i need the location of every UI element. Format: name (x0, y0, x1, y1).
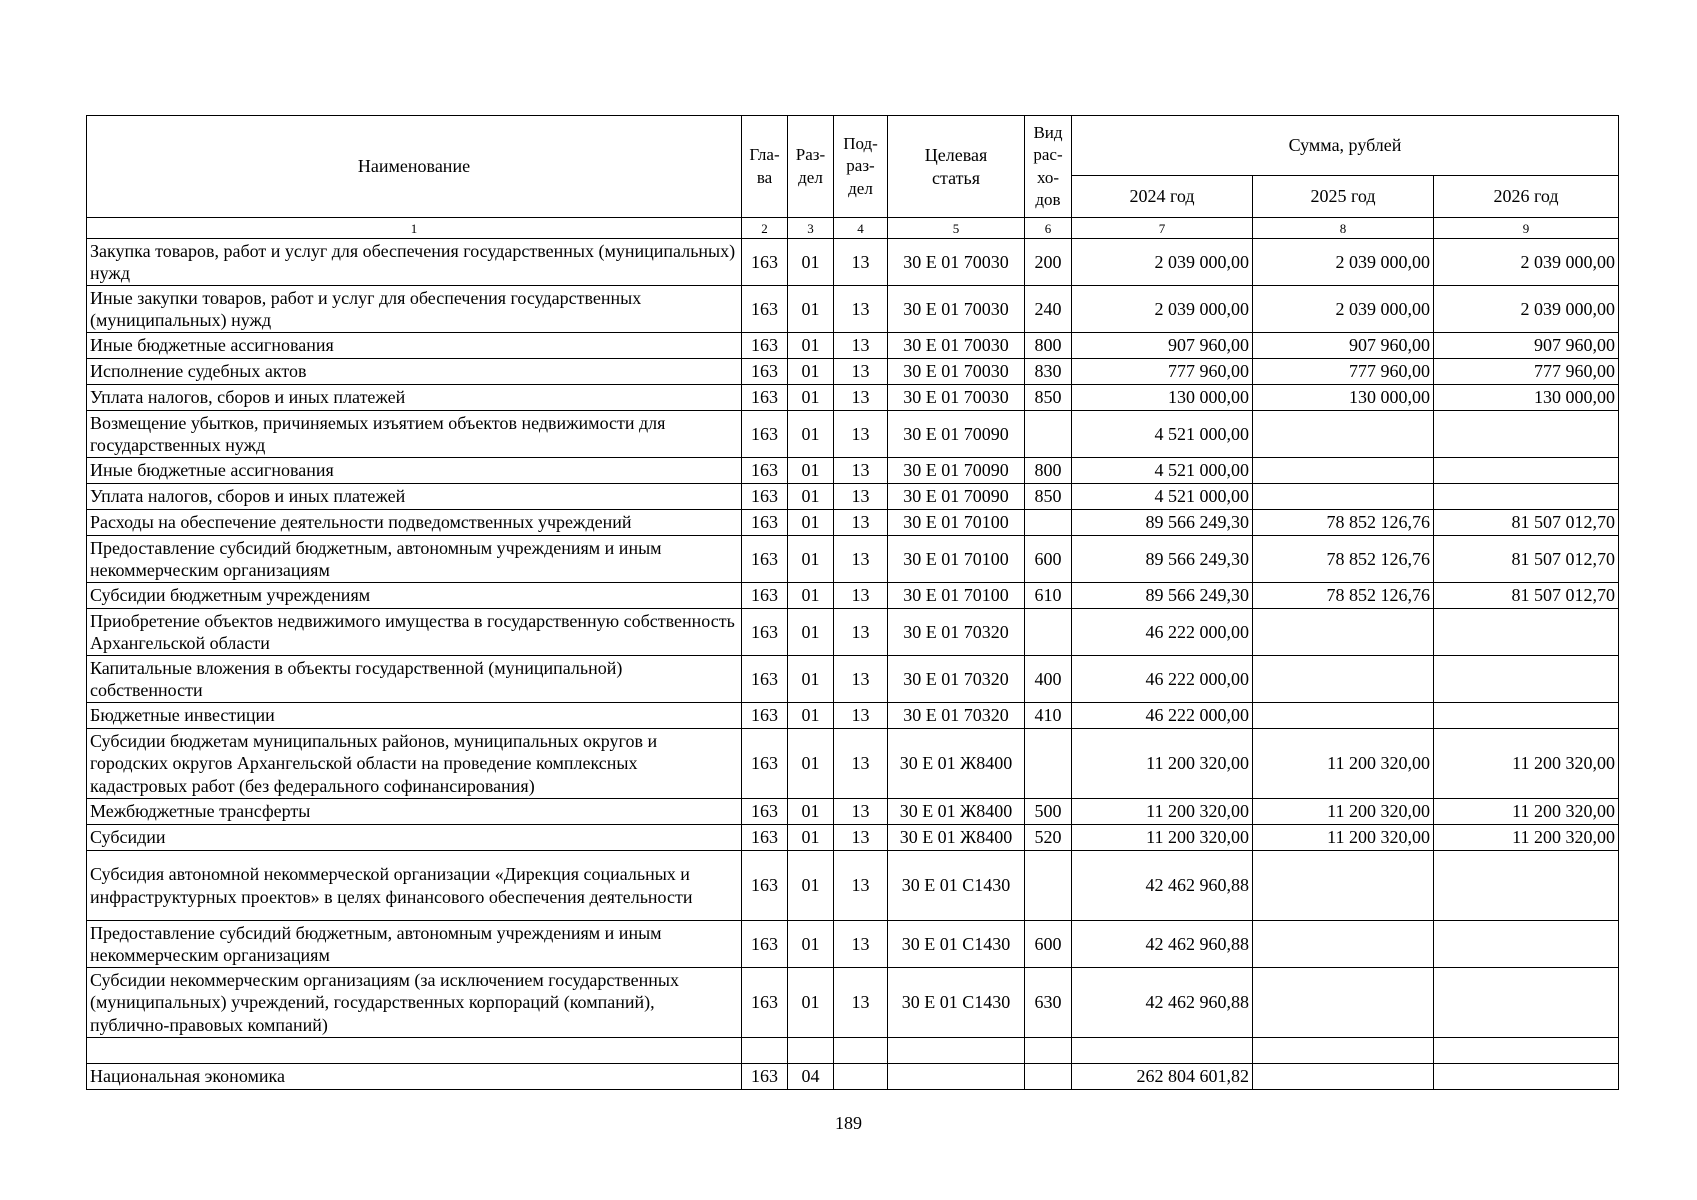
row-sum-2025: 11 200 320,00 (1253, 729, 1434, 799)
column-number: 7 (1072, 218, 1253, 239)
row-sum-2024 (1072, 1038, 1253, 1064)
row-target: 30 Е 01 Ж8400 (888, 825, 1025, 851)
row-podrazdel: 13 (834, 703, 888, 729)
row-sum-2026: 130 000,00 (1434, 385, 1619, 411)
row-podrazdel: 13 (834, 385, 888, 411)
table-row (87, 385, 1619, 411)
row-podrazdel: 13 (834, 484, 888, 510)
row-sum-2026: 2 039 000,00 (1434, 239, 1619, 286)
row-name: Уплата налогов, сборов и иных платежей (87, 484, 742, 510)
row-target (888, 1038, 1025, 1064)
row-podrazdel: 13 (834, 799, 888, 825)
row-glava: 163 (742, 484, 788, 510)
row-vid: 830 (1025, 359, 1072, 385)
row-sum-2024: 42 462 960,88 (1072, 851, 1253, 921)
row-podrazdel (834, 1038, 888, 1064)
table-row (87, 1064, 1619, 1090)
row-vid (1025, 1038, 1072, 1064)
column-number: 5 (888, 218, 1025, 239)
row-glava: 163 (742, 921, 788, 968)
row-sum-2026: 907 960,00 (1434, 333, 1619, 359)
row-sum-2025: 11 200 320,00 (1253, 825, 1434, 851)
row-razdel: 01 (788, 484, 834, 510)
row-razdel: 01 (788, 968, 834, 1038)
row-name: Иные закупки товаров, работ и услуг для обеспечения государственных (муниципальных) нужд (87, 286, 742, 333)
row-sum-2025: 78 852 126,76 (1253, 536, 1434, 583)
row-sum-2025 (1253, 1038, 1434, 1064)
row-target: 30 Е 01 70090 (888, 411, 1025, 458)
row-target: 30 Е 01 С1430 (888, 968, 1025, 1038)
header-year-2025: 2025 год (1253, 176, 1434, 218)
row-razdel: 01 (788, 510, 834, 536)
row-podrazdel: 13 (834, 968, 888, 1038)
row-name: Субсидии (87, 825, 742, 851)
row-glava: 163 (742, 729, 788, 799)
column-number: 3 (788, 218, 834, 239)
table-header (87, 116, 1619, 239)
row-sum-2026 (1434, 458, 1619, 484)
table-row (87, 286, 1619, 333)
row-name: Субсидия автономной некоммерческой организации «Дирекция социальных и инфраструктурных проектов» в целях финансового обеспечения деятельности (87, 851, 742, 921)
table-row (87, 825, 1619, 851)
row-target (888, 1064, 1025, 1090)
row-target: 30 Е 01 70090 (888, 484, 1025, 510)
row-glava: 163 (742, 1064, 788, 1090)
row-glava: 163 (742, 385, 788, 411)
table-row (87, 799, 1619, 825)
table-row (87, 458, 1619, 484)
row-name: Капитальные вложения в объекты государственной (муниципальной) собственности (87, 656, 742, 703)
row-sum-2026 (1434, 921, 1619, 968)
row-sum-2026 (1434, 1064, 1619, 1090)
row-sum-2026 (1434, 703, 1619, 729)
row-razdel: 01 (788, 583, 834, 609)
row-podrazdel: 13 (834, 921, 888, 968)
row-glava: 163 (742, 286, 788, 333)
row-name: Предоставление субсидий бюджетным, автономным учреждениям и иным некоммерческим организациям (87, 536, 742, 583)
row-target: 30 Е 01 70320 (888, 609, 1025, 656)
column-numbers-row (87, 218, 1619, 239)
row-target: 30 Е 01 70030 (888, 239, 1025, 286)
row-podrazdel (834, 1064, 888, 1090)
row-vid: 200 (1025, 239, 1072, 286)
row-target: 30 Е 01 70030 (888, 286, 1025, 333)
row-glava: 163 (742, 968, 788, 1038)
header-glava: Гла- ва (742, 116, 788, 218)
row-podrazdel: 13 (834, 583, 888, 609)
row-razdel: 01 (788, 385, 834, 411)
row-sum-2025 (1253, 656, 1434, 703)
row-razdel: 01 (788, 729, 834, 799)
row-sum-2025: 11 200 320,00 (1253, 799, 1434, 825)
row-glava: 163 (742, 239, 788, 286)
header-year-2026: 2026 год (1434, 176, 1619, 218)
header-year-2024: 2024 год (1072, 176, 1253, 218)
row-target: 30 Е 01 70030 (888, 359, 1025, 385)
row-target: 30 Е 01 С1430 (888, 921, 1025, 968)
row-razdel: 01 (788, 458, 834, 484)
row-name: Субсидии бюджетным учреждениям (87, 583, 742, 609)
header-podrazdel: Под- раз- дел (834, 116, 888, 218)
row-sum-2026 (1434, 851, 1619, 921)
row-sum-2024: 89 566 249,30 (1072, 536, 1253, 583)
row-podrazdel: 13 (834, 656, 888, 703)
row-sum-2026: 11 200 320,00 (1434, 729, 1619, 799)
header-vid: Вид рас- хо- дов (1025, 116, 1072, 218)
row-glava: 163 (742, 825, 788, 851)
row-sum-2025 (1253, 411, 1434, 458)
row-razdel: 01 (788, 359, 834, 385)
table-row (87, 703, 1619, 729)
row-razdel (788, 1038, 834, 1064)
row-sum-2025: 2 039 000,00 (1253, 286, 1434, 333)
column-number: 4 (834, 218, 888, 239)
row-glava: 163 (742, 510, 788, 536)
row-sum-2024: 11 200 320,00 (1072, 729, 1253, 799)
table-row (87, 729, 1619, 799)
row-name (87, 1038, 742, 1064)
row-razdel: 01 (788, 609, 834, 656)
row-sum-2025: 2 039 000,00 (1253, 239, 1434, 286)
row-name: Иные бюджетные ассигнования (87, 458, 742, 484)
row-vid (1025, 609, 1072, 656)
row-sum-2024: 907 960,00 (1072, 333, 1253, 359)
table-row-empty (87, 1038, 1619, 1064)
budget-table (86, 115, 1619, 1090)
row-sum-2026: 11 200 320,00 (1434, 825, 1619, 851)
row-sum-2024: 42 462 960,88 (1072, 968, 1253, 1038)
row-vid (1025, 411, 1072, 458)
row-vid (1025, 729, 1072, 799)
row-vid: 630 (1025, 968, 1072, 1038)
row-glava: 163 (742, 359, 788, 385)
column-number: 9 (1434, 218, 1619, 239)
row-sum-2026: 777 960,00 (1434, 359, 1619, 385)
column-number: 8 (1253, 218, 1434, 239)
row-target: 30 Е 01 70100 (888, 583, 1025, 609)
row-vid: 400 (1025, 656, 1072, 703)
row-sum-2025 (1253, 851, 1434, 921)
row-vid: 600 (1025, 921, 1072, 968)
row-vid: 850 (1025, 385, 1072, 411)
row-glava: 163 (742, 583, 788, 609)
row-razdel: 01 (788, 921, 834, 968)
row-razdel: 01 (788, 799, 834, 825)
row-sum-2025: 907 960,00 (1253, 333, 1434, 359)
row-podrazdel: 13 (834, 510, 888, 536)
row-sum-2024: 89 566 249,30 (1072, 510, 1253, 536)
row-razdel: 01 (788, 286, 834, 333)
row-sum-2024: 4 521 000,00 (1072, 411, 1253, 458)
row-sum-2025: 130 000,00 (1253, 385, 1434, 411)
row-sum-2026 (1434, 411, 1619, 458)
row-vid (1025, 851, 1072, 921)
row-vid: 600 (1025, 536, 1072, 583)
row-sum-2026: 2 039 000,00 (1434, 286, 1619, 333)
row-sum-2024: 46 222 000,00 (1072, 609, 1253, 656)
column-number: 2 (742, 218, 788, 239)
row-vid: 800 (1025, 333, 1072, 359)
row-sum-2024: 262 804 601,82 (1072, 1064, 1253, 1090)
row-razdel: 01 (788, 825, 834, 851)
row-podrazdel: 13 (834, 825, 888, 851)
row-sum-2026: 81 507 012,70 (1434, 583, 1619, 609)
row-vid: 850 (1025, 484, 1072, 510)
column-number: 1 (87, 218, 742, 239)
row-sum-2024: 42 462 960,88 (1072, 921, 1253, 968)
row-sum-2024: 11 200 320,00 (1072, 799, 1253, 825)
row-target: 30 Е 01 70090 (888, 458, 1025, 484)
row-sum-2025 (1253, 458, 1434, 484)
row-sum-2024: 46 222 000,00 (1072, 703, 1253, 729)
row-podrazdel: 13 (834, 333, 888, 359)
row-sum-2026: 11 200 320,00 (1434, 799, 1619, 825)
row-glava: 163 (742, 799, 788, 825)
row-razdel: 01 (788, 656, 834, 703)
row-sum-2026 (1434, 656, 1619, 703)
row-sum-2026 (1434, 1038, 1619, 1064)
table-row (87, 411, 1619, 458)
row-sum-2025 (1253, 1064, 1434, 1090)
row-podrazdel: 13 (834, 851, 888, 921)
row-podrazdel: 13 (834, 609, 888, 656)
row-name: Возмещение убытков, причиняемых изъятием объектов недвижимости для государственных нужд (87, 411, 742, 458)
row-name: Приобретение объектов недвижимого имущества в государственную собственность Архангельской области (87, 609, 742, 656)
row-sum-2024: 130 000,00 (1072, 385, 1253, 411)
row-name: Закупка товаров, работ и услуг для обеспечения государственных (муниципальных) нужд (87, 239, 742, 286)
row-podrazdel: 13 (834, 411, 888, 458)
page-number: 189 (835, 1113, 862, 1133)
row-name: Субсидии бюджетам муниципальных районов, муниципальных округов и городских округов Архангельской области на проведение комплексных кадастровых работ (без федерального софинансирования) (87, 729, 742, 799)
row-glava: 163 (742, 609, 788, 656)
row-glava: 163 (742, 333, 788, 359)
table-row (87, 968, 1619, 1038)
row-razdel: 01 (788, 703, 834, 729)
row-name: Межбюджетные трансферты (87, 799, 742, 825)
row-glava: 163 (742, 656, 788, 703)
row-podrazdel: 13 (834, 536, 888, 583)
row-sum-2025 (1253, 609, 1434, 656)
row-razdel: 01 (788, 536, 834, 583)
table-row (87, 536, 1619, 583)
row-target: 30 Е 01 70030 (888, 333, 1025, 359)
header-razdel: Раз- дел (788, 116, 834, 218)
table-row (87, 656, 1619, 703)
row-razdel: 01 (788, 239, 834, 286)
row-podrazdel: 13 (834, 729, 888, 799)
table-row (87, 484, 1619, 510)
row-razdel: 01 (788, 411, 834, 458)
row-glava: 163 (742, 458, 788, 484)
row-sum-2024: 46 222 000,00 (1072, 656, 1253, 703)
row-sum-2024: 89 566 249,30 (1072, 583, 1253, 609)
row-glava: 163 (742, 411, 788, 458)
row-target: 30 Е 01 70100 (888, 536, 1025, 583)
row-sum-2024: 777 960,00 (1072, 359, 1253, 385)
row-sum-2026: 81 507 012,70 (1434, 510, 1619, 536)
header-target: Целевая статья (888, 116, 1025, 218)
table-row (87, 921, 1619, 968)
table-row (87, 510, 1619, 536)
row-glava: 163 (742, 703, 788, 729)
row-sum-2025: 78 852 126,76 (1253, 583, 1434, 609)
table-row (87, 239, 1619, 286)
row-sum-2024: 11 200 320,00 (1072, 825, 1253, 851)
row-razdel: 01 (788, 851, 834, 921)
row-name: Исполнение судебных актов (87, 359, 742, 385)
header-sum-title: Сумма, рублей (1072, 116, 1619, 176)
row-name: Предоставление субсидий бюджетным, автономным учреждениям и иным некоммерческим организациям (87, 921, 742, 968)
row-vid: 520 (1025, 825, 1072, 851)
row-sum-2024: 4 521 000,00 (1072, 458, 1253, 484)
table-row (87, 609, 1619, 656)
row-podrazdel: 13 (834, 239, 888, 286)
row-vid: 410 (1025, 703, 1072, 729)
row-sum-2026: 81 507 012,70 (1434, 536, 1619, 583)
row-vid: 240 (1025, 286, 1072, 333)
table-row (87, 583, 1619, 609)
row-vid: 500 (1025, 799, 1072, 825)
row-vid (1025, 1064, 1072, 1090)
table-body (87, 239, 1619, 1090)
row-vid: 800 (1025, 458, 1072, 484)
row-name: Уплата налогов, сборов и иных платежей (87, 385, 742, 411)
table-row (87, 359, 1619, 385)
row-target: 30 Е 01 70320 (888, 703, 1025, 729)
row-razdel: 01 (788, 333, 834, 359)
row-name: Субсидии некоммерческим организациям (за исключением государственных (муниципальных) учреждений, государственных корпораций (компаний), публично-правовых компаний) (87, 968, 742, 1038)
row-name: Бюджетные инвестиции (87, 703, 742, 729)
row-glava (742, 1038, 788, 1064)
table-row (87, 333, 1619, 359)
row-razdel: 04 (788, 1064, 834, 1090)
row-target: 30 Е 01 70320 (888, 656, 1025, 703)
row-name: Национальная экономика (87, 1064, 742, 1090)
row-target: 30 Е 01 Ж8400 (888, 729, 1025, 799)
row-vid (1025, 510, 1072, 536)
row-vid: 610 (1025, 583, 1072, 609)
column-number: 6 (1025, 218, 1072, 239)
row-glava: 163 (742, 851, 788, 921)
row-sum-2025: 78 852 126,76 (1253, 510, 1434, 536)
row-sum-2026 (1434, 484, 1619, 510)
row-target: 30 Е 01 70100 (888, 510, 1025, 536)
row-podrazdel: 13 (834, 458, 888, 484)
row-podrazdel: 13 (834, 286, 888, 333)
row-sum-2025 (1253, 968, 1434, 1038)
row-podrazdel: 13 (834, 359, 888, 385)
row-sum-2025 (1253, 921, 1434, 968)
row-sum-2026 (1434, 968, 1619, 1038)
row-sum-2024: 2 039 000,00 (1072, 239, 1253, 286)
row-target: 30 Е 01 Ж8400 (888, 799, 1025, 825)
table-row (87, 851, 1619, 921)
row-sum-2025 (1253, 703, 1434, 729)
row-name: Расходы на обеспечение деятельности подведомственных учреждений (87, 510, 742, 536)
header-name: Наименование (87, 116, 742, 218)
row-sum-2024: 4 521 000,00 (1072, 484, 1253, 510)
row-target: 30 Е 01 70030 (888, 385, 1025, 411)
row-sum-2024: 2 039 000,00 (1072, 286, 1253, 333)
row-sum-2025: 777 960,00 (1253, 359, 1434, 385)
row-target: 30 Е 01 С1430 (888, 851, 1025, 921)
row-glava: 163 (742, 536, 788, 583)
row-name: Иные бюджетные ассигнования (87, 333, 742, 359)
row-sum-2025 (1253, 484, 1434, 510)
row-sum-2026 (1434, 609, 1619, 656)
